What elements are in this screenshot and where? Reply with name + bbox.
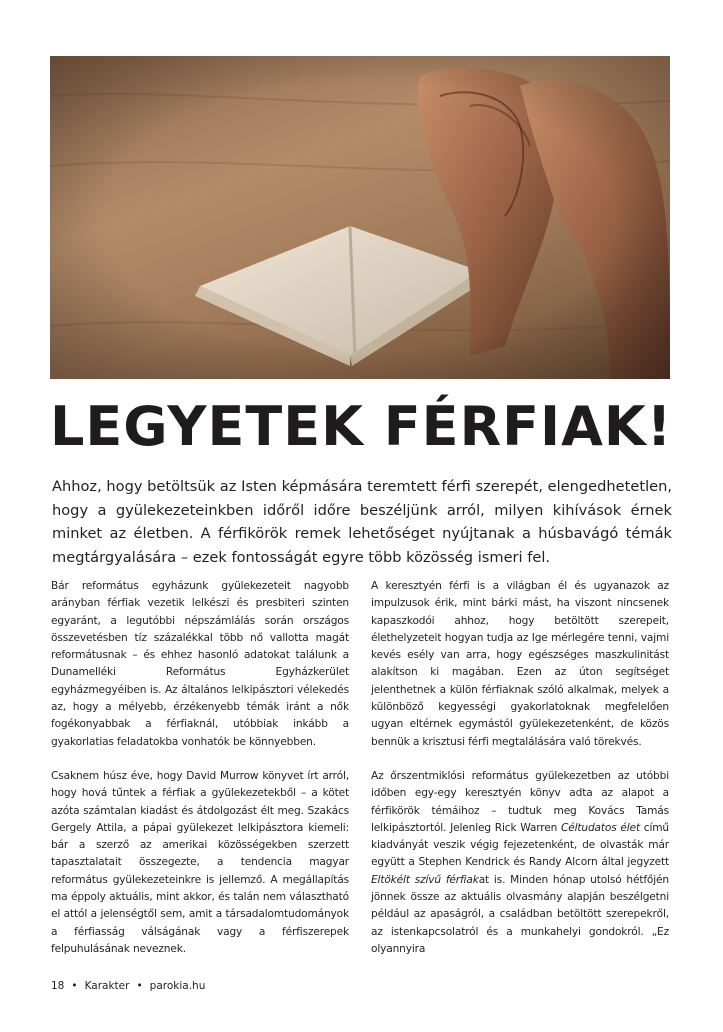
page-number: 18	[51, 980, 65, 992]
article-lead: Ahhoz, hogy betöltsük az Isten képmására teremtett férfi szerepét, elengedhetetlen, hogy a gyülekezeteinkben időről időre beszéljünk arról, milyen kihívások érnek minket az életben. A férfikörök remek lehetőséget nyújtanak a húsbavágó témák megtárgyalására – ezek fontosságát egyre több közösség ismeri fel.	[52, 478, 672, 566]
right-paragraph-2-text-c: at is. Minden hónap utolsó hétfőjén jönnek össze az aktuális olvasmány alapján beszélgetni például az apaságról, a családban betöltött szerepekről, az istenkapcsolatról és a munkahelyi gondokról. „Ez olyannyira	[371, 873, 669, 955]
article-title: LEGYETEK FÉRFIAK!	[50, 395, 673, 458]
magazine-name: Karakter	[84, 980, 130, 992]
praying-hands-over-bible-photo	[50, 56, 670, 379]
left-paragraph-1: Bár református egyházunk gyülekezeteit nagyobb arányban férfiak vezetik lelkészi és presbiteri szinten egyaránt, a legutóbbi népszámlálás során országos összevetésben tíz százalékkal több nő vallotta magát reformátusnak – és ehhez hasonló adatokat találunk a Dunamelléki Református Egyházkerület egyházmegyéiben is. Az általános lelkipásztori vélekedés az, hogy a mélyebb, érzékenyebb témák iránt a nők fogékonyabbak a férfiaknál, utóbbiak inkább a gyakorlatias feladatokba vonhatók be könnyebben.	[51, 580, 349, 748]
book-title-celtudatos-elet: Céltudatos élet	[561, 821, 640, 834]
right-paragraph-2-text-a: Az őrszentmiklósi református gyülekezetben az utóbbi időben egy-egy keresztyén könyv adta az alapot a férfikörök témáihoz – tudtuk meg Kovács Tamás lelkipásztortól. Jelenleg Rick Warren	[371, 769, 669, 834]
hero-photo	[50, 56, 670, 379]
right-column	[371, 578, 669, 975]
footer-separator: •	[136, 980, 143, 992]
website-link[interactable]: parokia.hu	[149, 980, 206, 992]
left-paragraph-2: Csaknem húsz éve, hogy David Murrow könyvet írt arról, hogy hová tűntek a férfiak a gyülekezetekből – a kötet azóta számtalan kiadást és átdolgozást élt meg. Szakács Gergely Attila, a pápai gyülekezet lelkipásztora kiemeli: bár a szerző az amerikai közösségekben szerzett tapasztalatait összegezte, a tendencia magyar református gyülekezeteinkre is jellemző. A megállapítás ma éppoly aktuális, mint akkor, és talán nem választható el attól a jelenségtől sem, amit a társadalomtudományok a férfiasság válságának vagy a férfiszerepek felpuhulásának neveznek.	[51, 769, 349, 955]
right-paragraph-2	[371, 768, 669, 958]
book-title-eltokelt-szivu-ferfiak: Eltökélt szívű férfiak	[371, 873, 479, 886]
left-column	[51, 578, 349, 975]
right-paragraph-2-text-b: című kiadványát veszik végig fejezetenként, de olvasták már együtt a Stephen Kendrick és Randy Alcorn által jegyzett	[371, 821, 669, 869]
footer-separator: •	[71, 980, 78, 992]
right-paragraph-1: A keresztyén férfi is a világban él és ugyanazok az impulzusok érik, mint bárki mást, ha viszont nincsenek kapaszkodói ahhoz, hogy betöltött szerepeit, élethelyzeteit hogyan tudja az Ige mérlegére tenni, vajmi kevés esély van arra, hogy egészséges maszkulinitást alakítson ki magában. Ezen az úton segítséget jelenthetnek a külön férfiaknak szóló alkalmak, melyek a különböző kegyességi gyakorlatoknak megfelelően ugyan eltérnek egymástól gyülekezetenként, de közös bennük a krisztusi férfi megtalálására való törekvés.	[371, 580, 669, 748]
page-footer	[51, 980, 205, 992]
